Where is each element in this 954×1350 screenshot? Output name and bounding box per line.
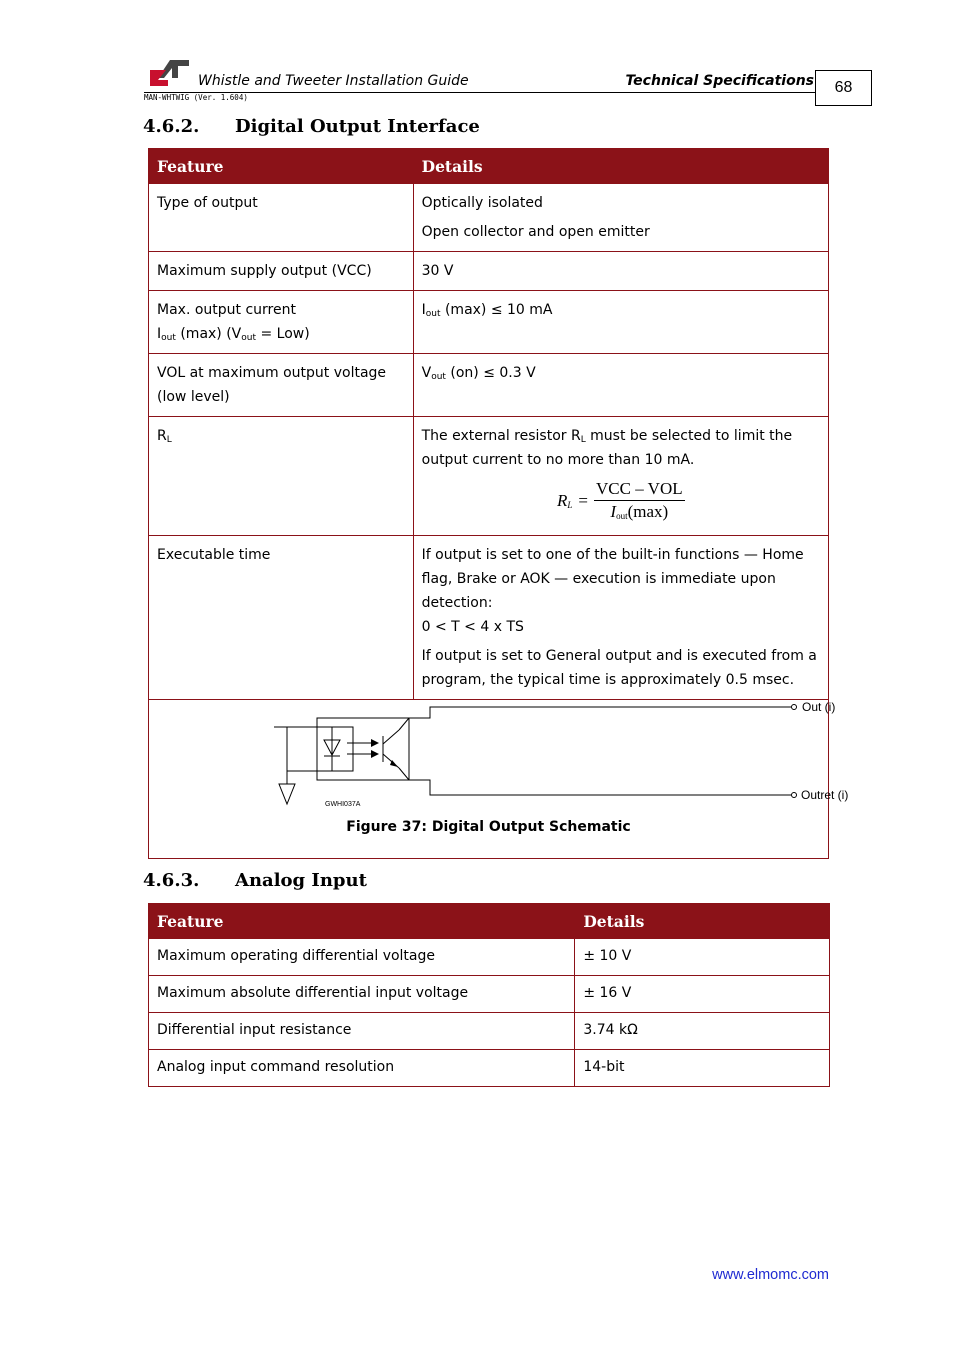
table-row <box>149 252 829 291</box>
detail-cell: $V_{out}$ (on) ≤ 0.3 V <box>413 354 828 417</box>
detail-line: If output is set to General output and is executed from a program, the typical time is approximately 0.5 msec. <box>421 648 817 688</box>
drawing-code: GWHI037A <box>325 801 361 808</box>
table-header-row <box>149 904 830 939</box>
page-number: 68 <box>815 70 872 106</box>
doc-id: MAN-WHTWIG (Ver. 1.604) <box>144 93 248 102</box>
table-row <box>149 976 830 1013</box>
table-row <box>149 417 829 536</box>
feature-cell: Maximum absolute differential input voltage <box>149 976 575 1013</box>
feature-cell: Analog input command resolution <box>149 1050 575 1087</box>
column-header: Feature <box>149 904 575 939</box>
section-title: Analog Input <box>235 870 367 891</box>
figure-row <box>149 700 829 859</box>
detail-cell <box>413 417 828 536</box>
feature-cell: Differential input resistance <box>149 1013 575 1050</box>
feature-cell: Type of output <box>149 184 414 252</box>
feature-line: $I_{out}$ (max) $(V_{out} = Low)$ <box>157 326 310 343</box>
digital-output-table <box>148 148 849 859</box>
detail-cell <box>413 184 828 252</box>
column-header: Details <box>413 149 828 184</box>
feature-cell: $R_L$ <box>149 417 414 536</box>
guide-title: Whistle and Tweeter Installation Guide <box>198 73 469 89</box>
detail-cell <box>413 536 828 700</box>
feature-cell: Executable time <box>149 536 414 700</box>
website-link[interactable]: www.elmomc.com <box>712 1267 829 1283</box>
column-header: Details <box>575 904 830 939</box>
section-heading-463 <box>143 870 367 891</box>
section-number: 4.6.2. <box>143 116 200 137</box>
table-row <box>149 536 829 700</box>
out-label: Out (i) <box>802 700 836 714</box>
elmo-logo-icon <box>148 58 190 88</box>
feature-cell: VOL at maximum output voltage (low level) <box>149 354 414 417</box>
detail-cell: ± 16 V <box>575 976 830 1013</box>
feature-cell: Maximum operating differential voltage <box>149 939 575 976</box>
optocoupler-schematic <box>279 700 849 815</box>
section-title: Digital Output Interface <box>235 116 480 137</box>
detail-text: The external resistor $R_L$ must be selected to limit the output current to no more than 10 mA. <box>421 428 793 468</box>
table-row <box>149 354 829 417</box>
detail-cell: $I_{out}$ (max) ≤ 10 mA <box>413 291 828 354</box>
detail-line: 0 < T < 4 x TS <box>421 619 524 635</box>
table-row <box>149 939 830 976</box>
section-number: 4.6.3. <box>143 870 200 891</box>
detail-line: Optically isolated <box>421 195 543 211</box>
section-heading-462 <box>143 116 480 137</box>
detail-line: Open collector and open emitter <box>421 224 650 240</box>
table-header-row <box>149 149 829 184</box>
table-row <box>149 291 829 354</box>
analog-input-table <box>148 903 830 1087</box>
feature-cell <box>149 291 414 354</box>
table-row <box>149 1050 830 1087</box>
detail-cell: 3.74 kΩ <box>575 1013 830 1050</box>
feature-cell: Maximum supply output (VCC) <box>149 252 414 291</box>
table-row <box>149 184 829 252</box>
detail-cell: 14-bit <box>575 1050 830 1087</box>
column-header: Feature <box>149 149 414 184</box>
figure-cell <box>149 700 849 859</box>
detail-line: If output is set to one of the built-in functions — Home flag, Brake or AOK — execution is immediate upon detection: <box>421 547 804 611</box>
detail-cell: 30 V <box>413 252 828 291</box>
section-name: Technical Specifications <box>625 73 814 89</box>
figure-caption: Figure 37: Digital Output Schematic <box>346 819 631 835</box>
table-row <box>149 1013 830 1050</box>
detail-cell: ± 10 V <box>575 939 830 976</box>
resistor-formula: $R_L$ = $\frac{\text{VCC – VOL}}{I_{out}(\max)}$ <box>557 479 683 521</box>
feature-line: Max. output current <box>157 302 296 318</box>
outret-label: Outret (i) <box>801 788 849 802</box>
